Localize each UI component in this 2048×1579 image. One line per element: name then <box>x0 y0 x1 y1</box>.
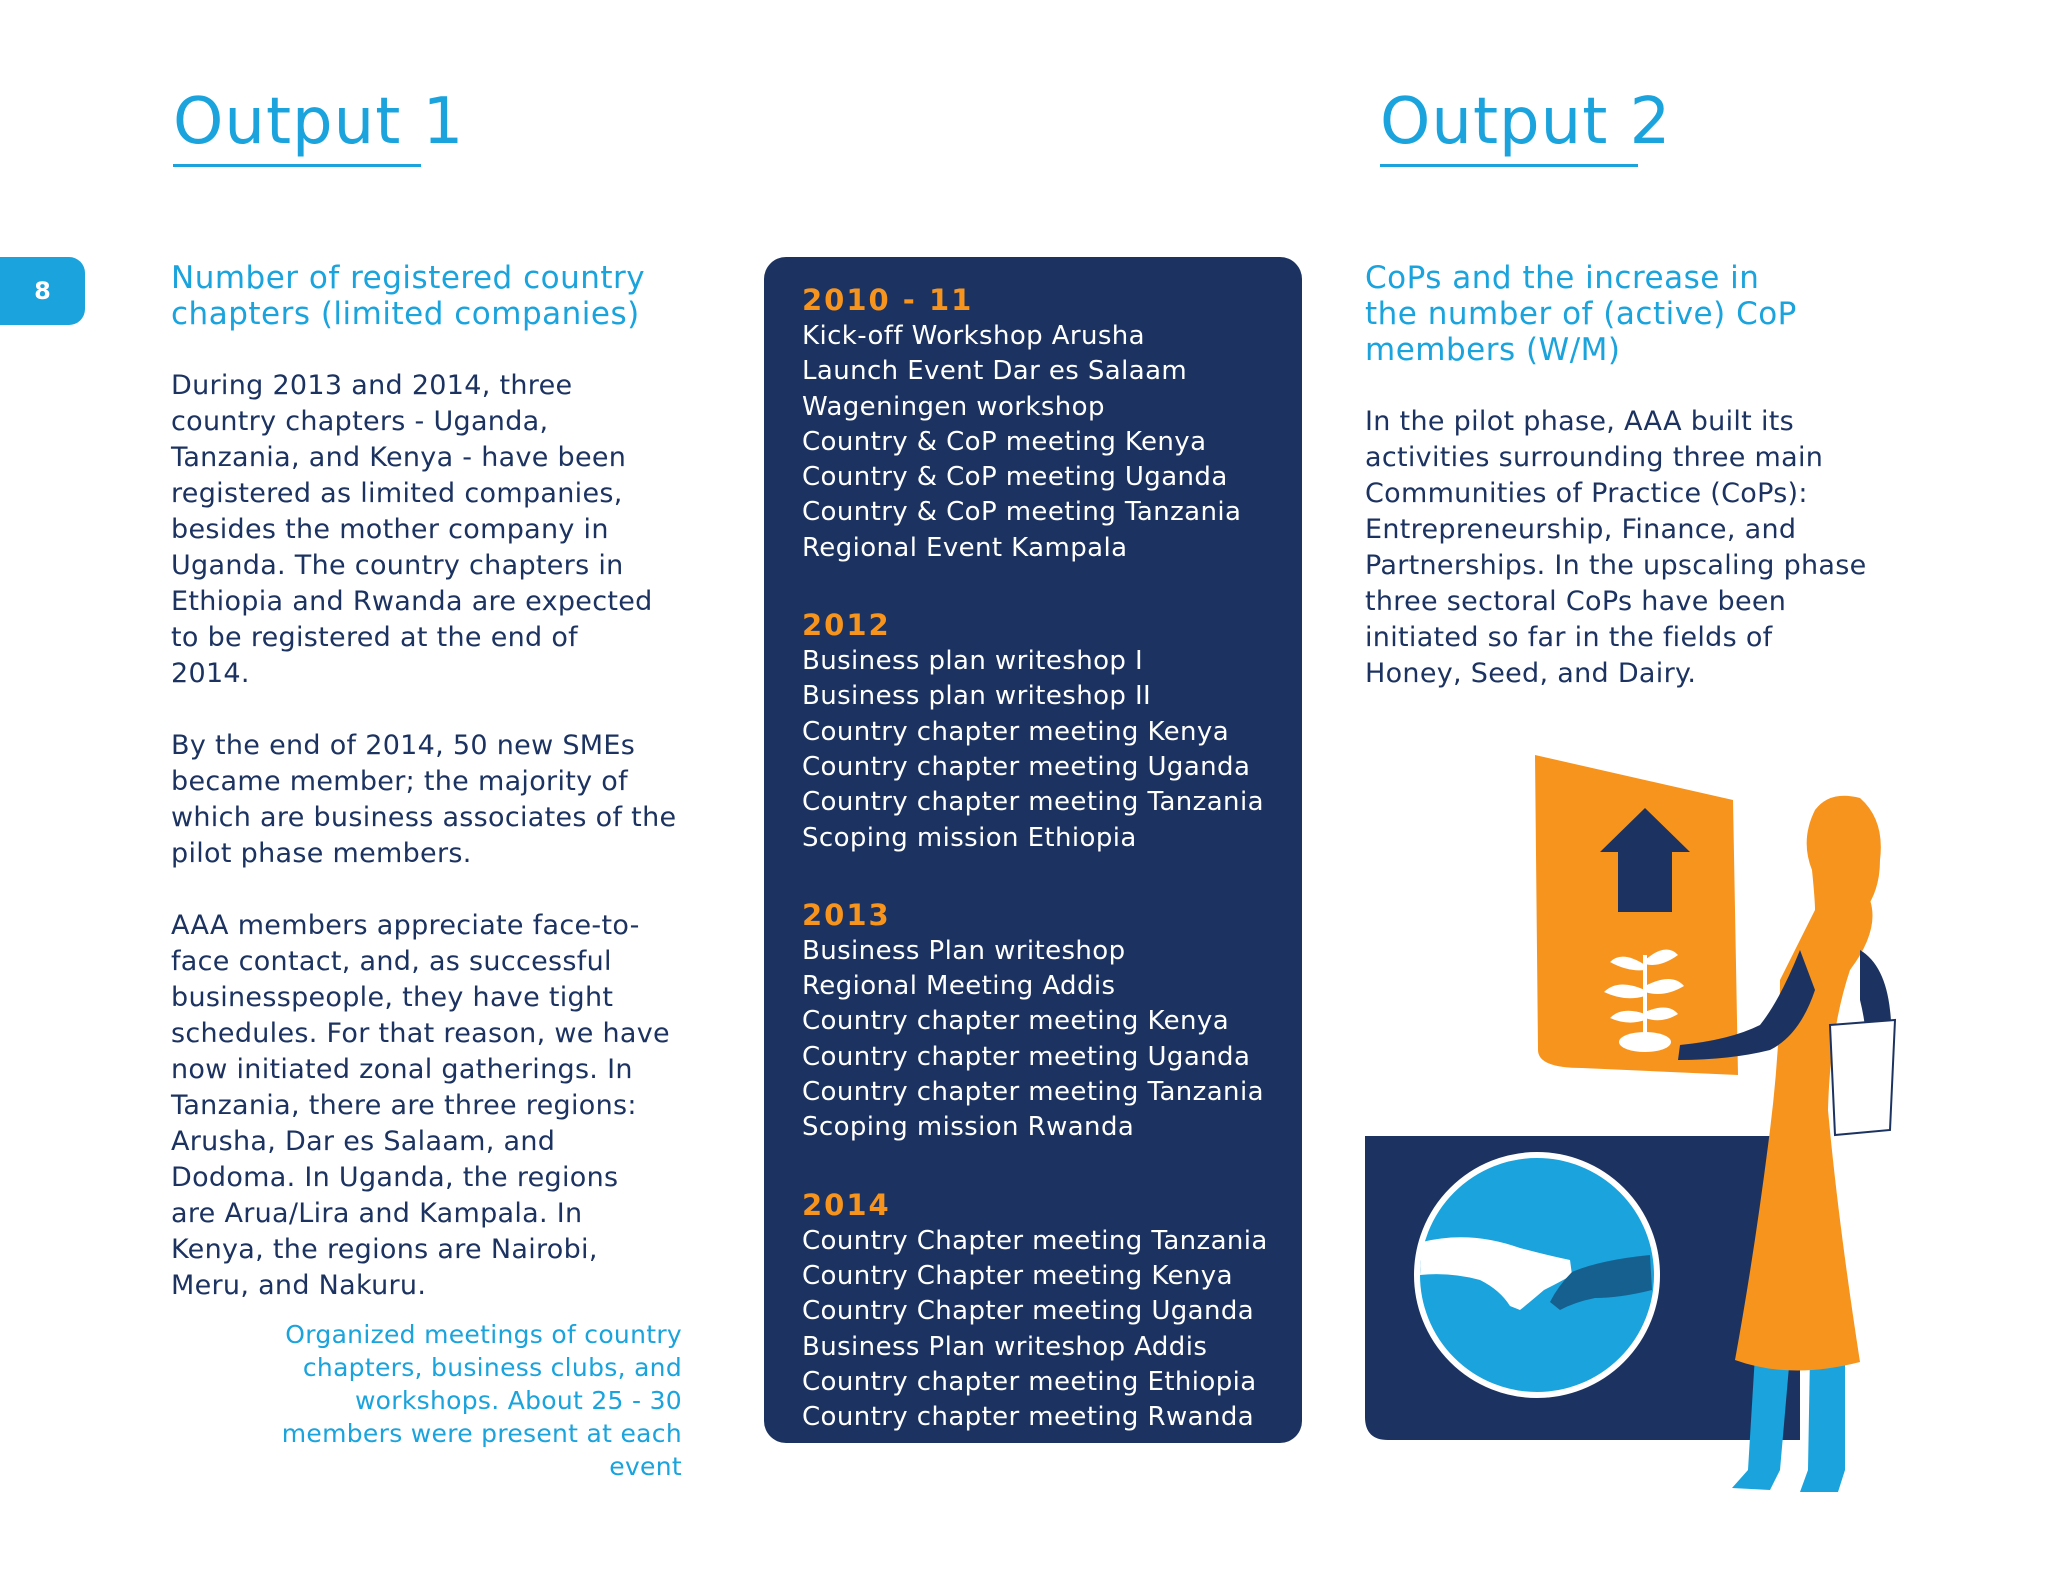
timeline-event: Wageningen workshop <box>802 391 1105 422</box>
output-1-column <box>171 260 691 1340</box>
timeline-event: Country Chapter meeting Tanzania <box>802 1225 1268 1256</box>
timeline-event: Country chapter meeting Tanzania <box>802 787 1264 818</box>
timeline-event: Country chapter meeting Rwanda <box>802 1402 1255 1433</box>
timeline-year: 2013 <box>802 897 891 932</box>
output-2-paragraph: In the pilot phase, AAA built its activities surrounding three main Communities of Practice (CoPs): Entrepreneurship, Finance, and Partnerships. In the upscaling phase three sectoral CoPs have been initiated so far in the fields of Honey, Seed, and Dairy. <box>1365 406 1867 689</box>
timeline-event: Country & CoP meeting Kenya <box>802 426 1207 457</box>
output-2-title: Output 2 <box>1380 85 1672 159</box>
timeline-panel <box>764 257 1302 1443</box>
output-2-underline <box>1380 164 1638 167</box>
output-1-paragraph: During 2013 and 2014, three country chapters - Uganda, Tanzania, and Kenya - have been registered as limited companies, besides the mother company in Uganda. The country chapters in Ethiopia and Rwanda are expected to be registered at the end of 2014. <box>171 370 653 689</box>
poster <box>1535 755 1738 1075</box>
timeline-event: Country Chapter meeting Kenya <box>802 1260 1233 1291</box>
timeline-event: Country chapter meeting Uganda <box>802 751 1251 782</box>
timeline-event: Country chapter meeting Kenya <box>802 716 1230 747</box>
timeline-year: 2010 - 11 <box>802 283 974 317</box>
illustration <box>1360 750 2048 1530</box>
timeline-event: Business plan writeshop I <box>802 646 1144 677</box>
timeline-event: Scoping mission Ethiopia <box>802 822 1137 853</box>
timeline-event: Country & CoP meeting Tanzania <box>802 497 1242 528</box>
timeline-event: Business plan writeshop II <box>802 681 1152 712</box>
output-2-header <box>1380 85 1672 167</box>
timeline-event: Country chapter meeting Tanzania <box>802 1077 1264 1108</box>
timeline-year-block <box>802 896 1302 1146</box>
output-2-column <box>1365 260 1885 692</box>
timeline-event: Kick-off Workshop Arusha <box>802 321 1146 351</box>
output-1-title: Output 1 <box>173 85 465 159</box>
timeline-year: 2012 <box>802 608 891 643</box>
timeline-event: Country & CoP meeting Uganda <box>802 462 1228 493</box>
timeline-event: Country chapter meeting Ethiopia <box>802 1366 1257 1397</box>
timeline-event: Country Chapter meeting Uganda <box>802 1296 1255 1327</box>
timeline-year: 2014 <box>802 1187 891 1222</box>
timeline-event: Scoping mission Rwanda <box>802 1112 1135 1143</box>
timeline-event: Regional Meeting Addis <box>802 971 1116 1002</box>
output-1-paragraph: AAA members appreciate face-to-face contact, and, as successful businesspeople, they have tight schedules. For that reason, we have now initiated zonal gatherings. In Tanzania, there are three regions: Arusha, Dar es Salaam, and Dodoma. In Uganda, the regions are Arua/Lira and Kampala. In Kenya, the regions are Nairobi, Meru, and Nakuru. <box>171 910 670 1301</box>
timeline-year-block <box>802 1186 1302 1436</box>
output-1-body <box>171 368 681 1304</box>
timeline-event: Business Plan writeshop <box>802 935 1126 966</box>
timeline-event: Launch Event Dar es Salaam <box>802 356 1188 387</box>
output-2-heading: CoPs and the increase in the number of (active) CoP members (W/M) <box>1365 260 1797 368</box>
output-1-paragraph: By the end of 2014, 50 new SMEs became member; the majority of which are business associates of the pilot phase members. <box>171 730 677 869</box>
page-number-tab: 8 <box>0 257 85 325</box>
output-1-heading: Number of registered country chapters (limited companies) <box>171 260 646 332</box>
output-1-header <box>173 85 465 167</box>
timeline-event: Regional Event Kampala <box>802 532 1128 563</box>
output-1-underline <box>173 164 421 167</box>
timeline-event: Business Plan writeshop Addis <box>802 1331 1208 1362</box>
timeline-year-block <box>802 606 1302 856</box>
timeline-event: Country chapter meeting Uganda <box>802 1041 1251 1072</box>
meetings-caption: Organized meetings of country chapters, business clubs, and workshops. About 25 - 30 members were present at each event <box>281 1320 682 1481</box>
timeline-event: Country chapter meeting Kenya <box>802 1006 1230 1037</box>
timeline-year-block <box>802 281 1302 566</box>
